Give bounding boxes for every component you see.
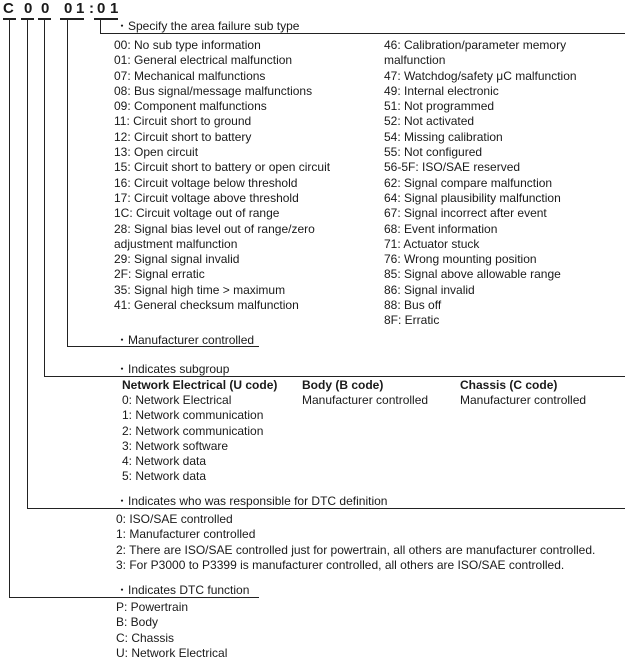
subtype-item: 1C: Circuit voltage out of range [114,206,280,221]
subtype-item: 68: Event information [384,221,498,236]
subgroup-col2-text: Manufacturer controlled [302,393,429,407]
subtype-item: 46: Calibration/parameter memory [384,38,567,52]
code-char-manufacturer-1: 0 [64,0,73,17]
subtype-item: 2F: Signal erratic [114,267,205,282]
subtype-item: 12: Circuit short to battery [114,129,252,144]
subtype-header: ・Specify the area failure sub type [116,19,300,33]
subtype-item: 09: Component malfunctions [114,99,267,114]
subtype-item: 17: Circuit voltage above threshold [114,190,299,205]
function-item: U: Network Electrical [116,645,228,660]
subgroup-item: 4: Network data [122,454,207,469]
subtype-list-right [384,38,577,329]
function-item: P: Powertrain [116,600,189,614]
subtype-item: 49: Internal electronic [384,83,499,98]
code-char-subtype-2: 1 [110,0,119,17]
subtype-item: malfunction [384,53,446,68]
subtype-item: 29: Signal signal invalid [114,252,240,267]
subtype-item: 62: Signal compare malfunction [384,175,553,190]
subtype-item: 01: General electrical malfunction [114,53,293,68]
responsible-item: 1: Manufacturer controlled [116,527,256,542]
subtype-item: 85: Signal above allowable range [384,267,561,282]
subgroup-item: 2: Network communication [122,423,264,438]
subgroup-item: 3: Network software [122,438,229,453]
subtype-item: 41: General checksum malfunction [114,298,299,313]
subtype-item: 52: Not activated [384,114,475,129]
underline-manufacturer [60,18,84,20]
subgroup-header: ・Indicates subgroup [116,362,230,376]
subtype-item: 51: Not programmed [384,99,495,114]
subtype-item: 11: Circuit short to ground [114,114,252,129]
subgroup-col3-title: Chassis (C code) [460,378,558,392]
code-char-function: C [3,0,14,17]
responsible-header: ・Indicates who was responsible for DTC definition [116,494,388,508]
connector-subgroup [44,19,45,376]
code-char-responsible: 0 [24,0,33,17]
code-char-subgroup: 0 [41,0,50,17]
code-char-subtype-1: 0 [97,0,106,17]
connector-responsible [27,19,28,508]
subgroup-col2-title: Body (B code) [302,378,384,392]
subtype-item: 54: Missing calibration [384,129,503,144]
connector-function [9,19,10,597]
subgroup-item: 0: Network Electrical [122,393,232,407]
subtype-item: 15: Circuit short to battery or open circuit [114,160,331,175]
subtype-item: 64: Signal plausibility malfunction [384,190,561,205]
subtype-item: 47: Watchdog/safety μC malfunction [384,68,577,83]
responsible-item: 3: For P3000 to P3399 is manufacturer controlled, all others are ISO/SAE controlled. [116,557,565,572]
subtype-item: 8F: Erratic [384,313,440,328]
subtype-item: 67: Signal incorrect after event [384,206,547,221]
subgroup-col3-text: Manufacturer controlled [460,393,587,407]
connector-manufacturer [67,19,68,346]
manufacturer-header: ・Manufacturer controlled [116,333,255,347]
subgroup-item: 5: Network data [122,469,207,484]
subgroup-col1-list [122,393,263,485]
function-list [116,600,227,661]
subtype-item: 88: Bus off [384,298,442,313]
code-char-separator: : [89,0,94,17]
code-char-manufacturer-2: 1 [76,0,85,17]
subtype-list-left [114,38,330,313]
subtype-item: 08: Bus signal/message malfunctions [114,83,313,98]
subtype-item: 07: Mechanical malfunctions [114,68,266,83]
responsible-item: 2: There are ISO/SAE controlled just for powertrain, all others are manufacturer controlled. [116,542,596,557]
subgroup-item: 1: Network communication [122,408,264,423]
subtype-item: 35: Signal high time > maximum [114,282,286,297]
function-header: ・Indicates DTC function [116,583,250,597]
underline-subtype [94,18,118,20]
subtype-item: adjustment malfunction [114,236,238,251]
subtype-item: 71: Actuator stuck [384,236,480,251]
function-item: C: Chassis [116,630,175,645]
subtype-item: 76: Wrong mounting position [384,252,537,267]
subtype-item: 55: Not configured [384,145,483,160]
subgroup-col1-title: Network Electrical (U code) [122,378,278,392]
subtype-item: 13: Open circuit [114,145,199,160]
subtype-item: 16: Circuit voltage below threshold [114,175,298,190]
responsible-item: 0: ISO/SAE controlled [116,512,233,526]
subtype-item: 86: Signal invalid [384,282,475,297]
responsible-list [116,512,595,573]
function-item: B: Body [116,615,159,630]
subtype-item: 28: Signal bias level out of range/zero [114,221,315,236]
connector-subtype [100,19,101,33]
subtype-item: 56-5F: ISO/SAE reserved [384,160,521,175]
subtype-item: 00: No sub type information [114,38,261,52]
